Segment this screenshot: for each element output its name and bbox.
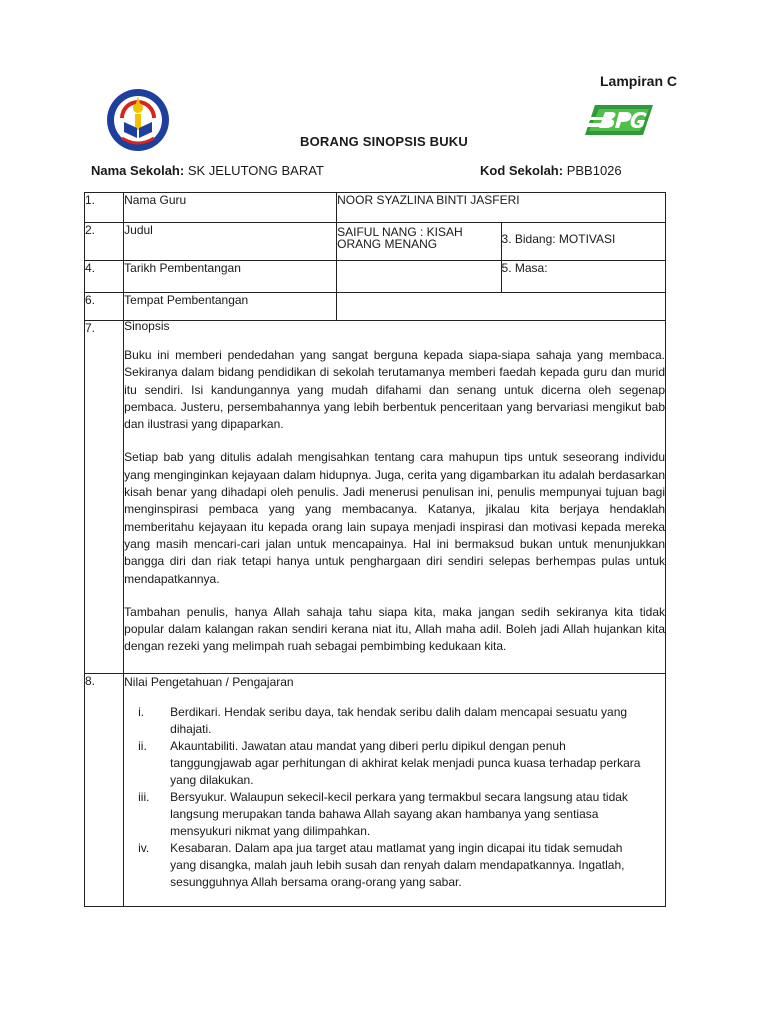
row-synopsis	[85, 321, 666, 674]
list-item-numeral: iv.	[138, 841, 150, 855]
row-number: 7.	[85, 321, 124, 674]
presentation-date-label: Tarikh Pembentangan	[124, 261, 337, 293]
values-list	[124, 704, 665, 891]
row-number: 1.	[85, 193, 124, 223]
school-info	[91, 163, 671, 178]
row-number: 4.	[85, 261, 124, 293]
presentation-venue-value	[337, 293, 666, 321]
values-cell	[124, 674, 666, 907]
synopsis-paragraph: Setiap bab yang ditulis adalah mengisahkan tentang cara mahupun tips untuk seseorang individu yang menginginkan kejayaan dalam hidupnya. Juga, cerita yang digambarkan itu adalah berdasarkan kisah benar yang dihadapi oleh penulis. Jadi menerusi penulisan ini, penulis mempunyai tujuan bagi menginspirasi pembaca yang yang membacanya. Katanya, jikalau kita berjaya hendaklah memberitahu kejayaan itu kepada orang lain supaya menjadi inspirasi dan motivasi kepada mereka yang masih mencari-cari jalan untuk mencapainya. Hal ini bermaksud bukan untuk menunjukkan bangga diri dan riak tetapi hanya untuk penghargaan diri sendiri selepas berhempas pulas untuk mendapatkannya.	[124, 450, 665, 586]
row-values	[85, 674, 666, 907]
row-teacher-name	[85, 193, 666, 223]
school-code	[480, 163, 622, 178]
synopsis-cell	[124, 321, 666, 674]
appendix-label: Lampiran C	[600, 73, 678, 89]
presentation-date-value	[337, 261, 501, 293]
synopsis-body	[124, 347, 665, 656]
school-name-label: Nama Sekolah:	[91, 163, 185, 178]
title-value: SAIFUL NANG : KISAH ORANG MENANG	[337, 223, 501, 261]
synopsis-heading: Sinopsis	[124, 319, 170, 333]
list-item-numeral: iii.	[138, 790, 150, 804]
school-name-value: SK JELUTONG BARAT	[187, 163, 324, 178]
presentation-venue-label: Tempat Pembentangan	[124, 293, 337, 321]
list-item-text: Akauntabiliti. Jawatan atau mandat yang diberi perlu dipikul dengan penuh tanggungjawab agar perhitungan di akhirat kelak menjadi punca kuasa terhadap perkara yang dilakukan.	[170, 739, 641, 787]
list-item-text: Kesabaran. Dalam apa jua target atau matlamat yang ingin dicapai itu tidak semudah yang disangka, malah jauh lebih susah dan renyah dalam mendapatkannya. Ingatlah, sesungguhnya Allah bersama orang-orang yang sabar.	[170, 841, 625, 889]
row-number: 8.	[85, 674, 124, 907]
row-presentation-date	[85, 261, 666, 293]
field-bidang: 3. Bidang: MOTIVASI	[501, 223, 665, 261]
teacher-name-value: NOOR SYAZLINA BINTI JASFERI	[337, 193, 666, 223]
list-item-numeral: i.	[138, 705, 145, 719]
row-number: 2.	[85, 223, 124, 261]
list-item-text: Berdikari. Hendak seribu daya, tak hendak seribu dalih dalam mencapai sesuatu yang dihajati.	[170, 705, 628, 736]
list-item-text: Bersyukur. Walaupun sekecil-kecil perkara yang termakbul secara langsung atau tidak langsung merupakan tanda bahawa Allah sayang akan hambanya yang sentiasa mensyukuri nikmat yang dilimpahkan.	[170, 790, 628, 838]
row-number: 6.	[85, 293, 124, 321]
school-code-label: Kod Sekolah:	[480, 163, 564, 178]
list-item	[124, 704, 665, 738]
title-label: Judul	[124, 223, 337, 261]
school-code-value: PBB1026	[566, 163, 622, 178]
row-title	[85, 223, 666, 261]
list-item	[124, 840, 665, 891]
synopsis-form-table	[84, 192, 666, 907]
form-title: BORANG SINOPSIS BUKU	[300, 134, 468, 149]
values-heading: Nilai Pengetahuan / Pengajaran	[124, 675, 294, 689]
synopsis-paragraph: Buku ini memberi pendedahan yang sangat berguna kepada siapa-siapa sahaja yang membaca. Sekiranya dalam bidang pendidikan di sekolah terutamanya memberi faedah kepada guru dan murid itu sendiri. Isi kandungannya yang mudah difahami dan senang untuk dicerna oleh segenap pembaca. Justeru, persembahannya yang lebih berbentuk penceritaan yang bervariasi mengikut bab dan ilustrasi yang dipaparkan.	[124, 348, 665, 432]
field-masa: 5. Masa:	[501, 261, 665, 293]
teacher-name-label: Nama Guru	[124, 193, 337, 223]
synopsis-paragraph: Tambahan penulis, hanya Allah sahaja tahu siapa kita, maka jangan sedih sekiranya kita tidak popular dalam kalangan rakan sendiri kerana niat itu, Allah maha adil. Boleh jadi Allah hujankan kita dengan rezeki yang melimpah ruah sebagai pembimbing kedukaan kita.	[124, 604, 665, 654]
list-item-numeral: ii.	[138, 739, 147, 753]
list-item	[124, 738, 665, 789]
row-presentation-venue	[85, 293, 666, 321]
list-item	[124, 789, 665, 840]
